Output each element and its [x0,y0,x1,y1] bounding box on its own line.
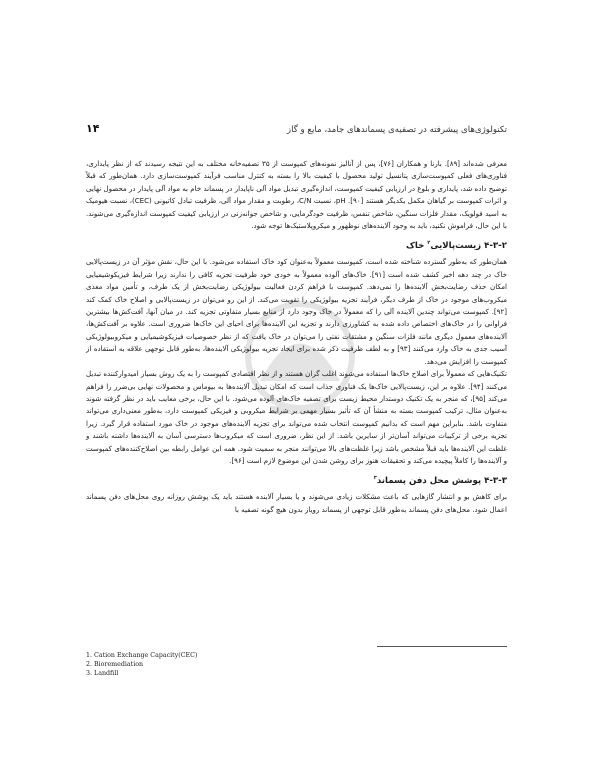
bioremediation-paragraph-1: همان‌طور که به‌طور گسترده شناخته شده است، کمپوست معمولاً به‌عنوان کود خاک استفاده می‌شود. با این حال، نقش مؤثر آن در زیست‌پالایی خاک در چند دهه اخیر کشف شده است [۹۱]. خاک‌های آلوده معمولاً به خودی خود ظرفیت تجزیه کافی را ندارند زیرا شرایط فیزیکوشیمیایی امکان حذف رضایت‌بخش آلاینده‌ها را نمی‌دهد. کمپوست با فراهم کردن فعالیت بیولوژیکی رضایت‌بخش از یک طرف، و تأمین مواد مغذی میکروب‌های موجود در خاک از طرف دیگر، فرآیند تجزیه بیولوژیکی را تقویت می‌کند. از این رو می‌توان در زیست‌پالایی و اصلاح خاک کمک کند [۹۲]. کمپوست می‌تواند چندین آلاینده آلی را که معمولاً در خاک وجود دارد از منابع بسیار متفاوتی تجزیه کند. در میان آنها، آفت‌کش‌ها بیشترین فراوانی را در خاک‌های اختصاص داده شده به کشاورزی دارند و تجزیه این آلاینده‌ها برای احیای این خاک‌ها ضروری است. علاوه بر آفت‌کش‌ها، آلاینده‌های معمول دیگری مانند فلزات سنگین و مشتقات نفتی را می‌توان در خاک یافت که از نظر خصوصیات فیزیکوشیمیایی و میکروبیولوژیکی آسیب جدی به خاک وارد می‌کنند [۹۳] و به لطف ظرفیت ذکر شده برای ایجاد تجزیه بیولوژیکی آلاینده‌ها، به‌طور قابل توجهی علاقه به استفاده از کمپوست را افزایش می‌دهد. [86,257,508,366]
footnote-3: 3. Landfill [86,670,119,678]
section-heading-text: ۴-۳-۳ پوشش محل دفن پسماند [376,476,507,487]
footnote-mark: ۲ [427,240,431,247]
footnotes [86,651,507,679]
page-header [86,122,507,135]
footnote-mark: ۳ [373,475,377,482]
footnote-divider [377,646,507,647]
intro-paragraph: معرفی شده‌اند [۸۹]. بارنا و همکاران [۷۶]، پس از آنالیز نمونه‌های کمپوست از ۳۵ تصفیه‌خانه مختلف به این نتیجه رسیدند که از نظر پایداری، فناوری‌های فعلی کمپوست‌سازی پتانسیل تولید محصول با کیفیت بالا را بسته به کنترل مناسب فرآیند کمپوست‌سازی دارد. همان‌طور که قبلاً توضیح داده شد، پایداری و بلوغ در ارزیابی کیفیت کمپوست، اندازه‌گیری تبدیل مواد آلی ناپایدار در پسماند خام به مواد آلی پایدار در محصول نهایی و اثرات کمپوست بر گیاهان مکمل یکدیگر هستند [۹۰]. pH، نسبت C/N، رطوبت و مقدار مواد آلی، ظرفیت تبادل کاتیونی (CEC)، نسبت هیومیک به اسید فولویک، مقدار فلزات سنگین، شاخص تنفس، ظرفیت خودگرمایی، و شاخص جوانه‌زنی در ارزیابی کیفیت کمپوست اندازه‌گیری می‌شوند. با این حال، فراموش نکنید، باید به وجود آلاینده‌های نوظهور و میکروپلاستیک‌ها توجه شود. [86,159,508,231]
footnote-1: 1. Cation Exchange Capacity(CEC) [86,652,198,659]
main-content [86,158,507,516]
section-heading-text: ۴-۳-۲ زیست‌پالایی [430,241,507,252]
running-title: تکنولوژی‌های پیشرفته در تصفیه‌ی پسماندهای جامد، مایع و گاز [286,125,507,135]
bioremediation-paragraph-2: تکنیک‌هایی که معمولاً برای اصلاح خاک‌ها استفاده می‌شوند اغلب گران هستند و از نظر اقتصادی کمپوست را به یک روش بسیار امیدوارکننده تبدیل می‌کنند [۹۴]. علاوه بر این، زیست‌پالایی خاک‌ها یک فناوری جذاب است که امکان تبدیل آلاینده‌ها به بیوماس و محصولات نهایی بی‌ضرر را فراهم می‌کند [۹۵]، که منجر به یک تکنیک دوستدار محیط زیست برای تصفیه خاک‌های آلوده می‌شود. با این حال، برخی معایب باید در نظر گرفته شوند به‌عنوان مثال، ترکیب کمپوست بسته به منشأ آن که تأثیر بسیار مهمی بر شرایط میکروبی و فیزیکی کمپوست دارد، به‌طور معنی‌داری می‌تواند متفاوت باشد. بنابراین مهم است که بدانیم کمپوست انتخاب شده می‌تواند برای تجزیه آلاینده‌های موجود در خاک مورد استفاده قرار گیرد. زیرا تجزیه برخی از ترکیبات می‌تواند آسان‌تر از سایرین باشد. از این نظر، ضروری است که میکروب‌ها دسترسی آسان به آلاینده‌ها داشته باشند و غلظت این آلاینده‌ها باید قبلاً مشخص باشد زیرا غلظت‌های بالا می‌توانند منجر به سمیت شود. همه این عوامل رابطه بین اصلاح‌کننده‌های کمپوست و آلاینده‌ها را کاملاً پیچیده می‌کند و تحقیقات هنوز برای روشن شدن این موضوع لازم است [۹۶]. [86,369,507,465]
section-heading-bioremediation [86,240,507,252]
page-number: ۱۴ [86,122,100,135]
footnote-2: 2. Bioremediation [86,661,144,669]
section-heading-suffix: خاک [406,241,428,252]
section-heading-landfill-cover [86,475,507,487]
landfill-paragraph-1: برای کاهش بو و انتشار گازهایی که باعث مشکلات زیادی می‌شوند و یا بسیار آلاینده هستند باید یک پوشش روزانه روی محل‌های دفن پسماند اعمال شود. محل‌های دفن پسماند به‌طور قابل توجهی از پسماند رویاز بدون هیچ گونه تصفیه با [86,492,507,514]
